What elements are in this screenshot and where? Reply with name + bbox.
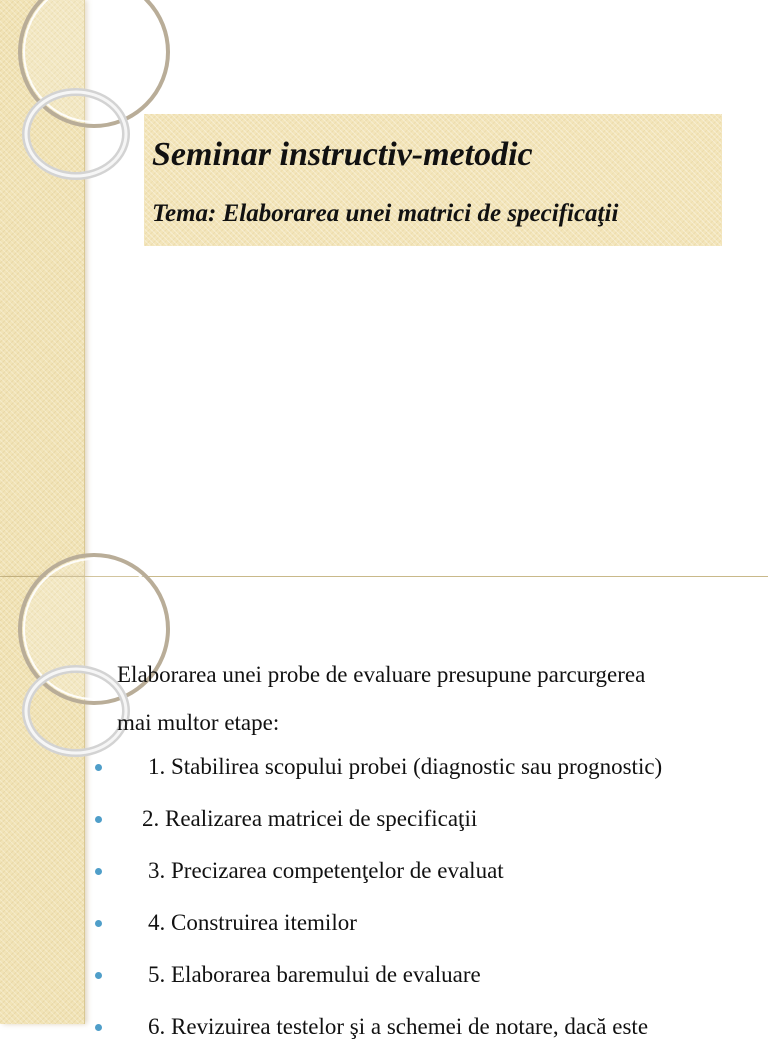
bullet-dot-icon [95, 868, 102, 875]
list-item [0, 741, 768, 793]
intro-line-2: mai multor etape: [117, 710, 280, 735]
bullet-dot-icon [95, 1024, 102, 1031]
list-item [0, 845, 768, 897]
list-item [0, 793, 768, 845]
list-item [0, 949, 768, 1001]
list-item [0, 897, 768, 949]
step-text: 3. Precizarea competenţelor de evaluat [148, 858, 504, 883]
step-text: 6. Revizuirea testelor şi a schemei de notare, dacă este [148, 1014, 649, 1039]
step-text: 1. Stabilirea scopului probei (diagnostic sau prognostic) [148, 754, 663, 779]
steps-list [0, 741, 768, 1053]
bullet-dot-icon [95, 816, 102, 823]
bullet-dot-icon [95, 920, 102, 927]
slide-title: Seminar instructiv-metodic [152, 136, 533, 173]
content-slide [0, 576, 768, 1039]
ring-decoration [0, 0, 140, 576]
title-box [144, 114, 722, 246]
list-item [0, 1001, 768, 1053]
intro-line-1: Elaborarea unei probe de evaluare presupune parcurgerea [117, 662, 646, 687]
step-text: 5. Elaborarea baremului de evaluare [148, 962, 481, 987]
bullet-dot-icon [95, 972, 102, 979]
intro-text [117, 651, 737, 747]
slide-subtitle: Tema: Elaborarea unei matrici de specificaţii [152, 200, 619, 227]
step-text: 2. Realizarea matricei de specificaţii [142, 806, 478, 831]
bullet-dot-icon [95, 764, 102, 771]
step-text: 4. Construirea itemilor [148, 910, 357, 935]
